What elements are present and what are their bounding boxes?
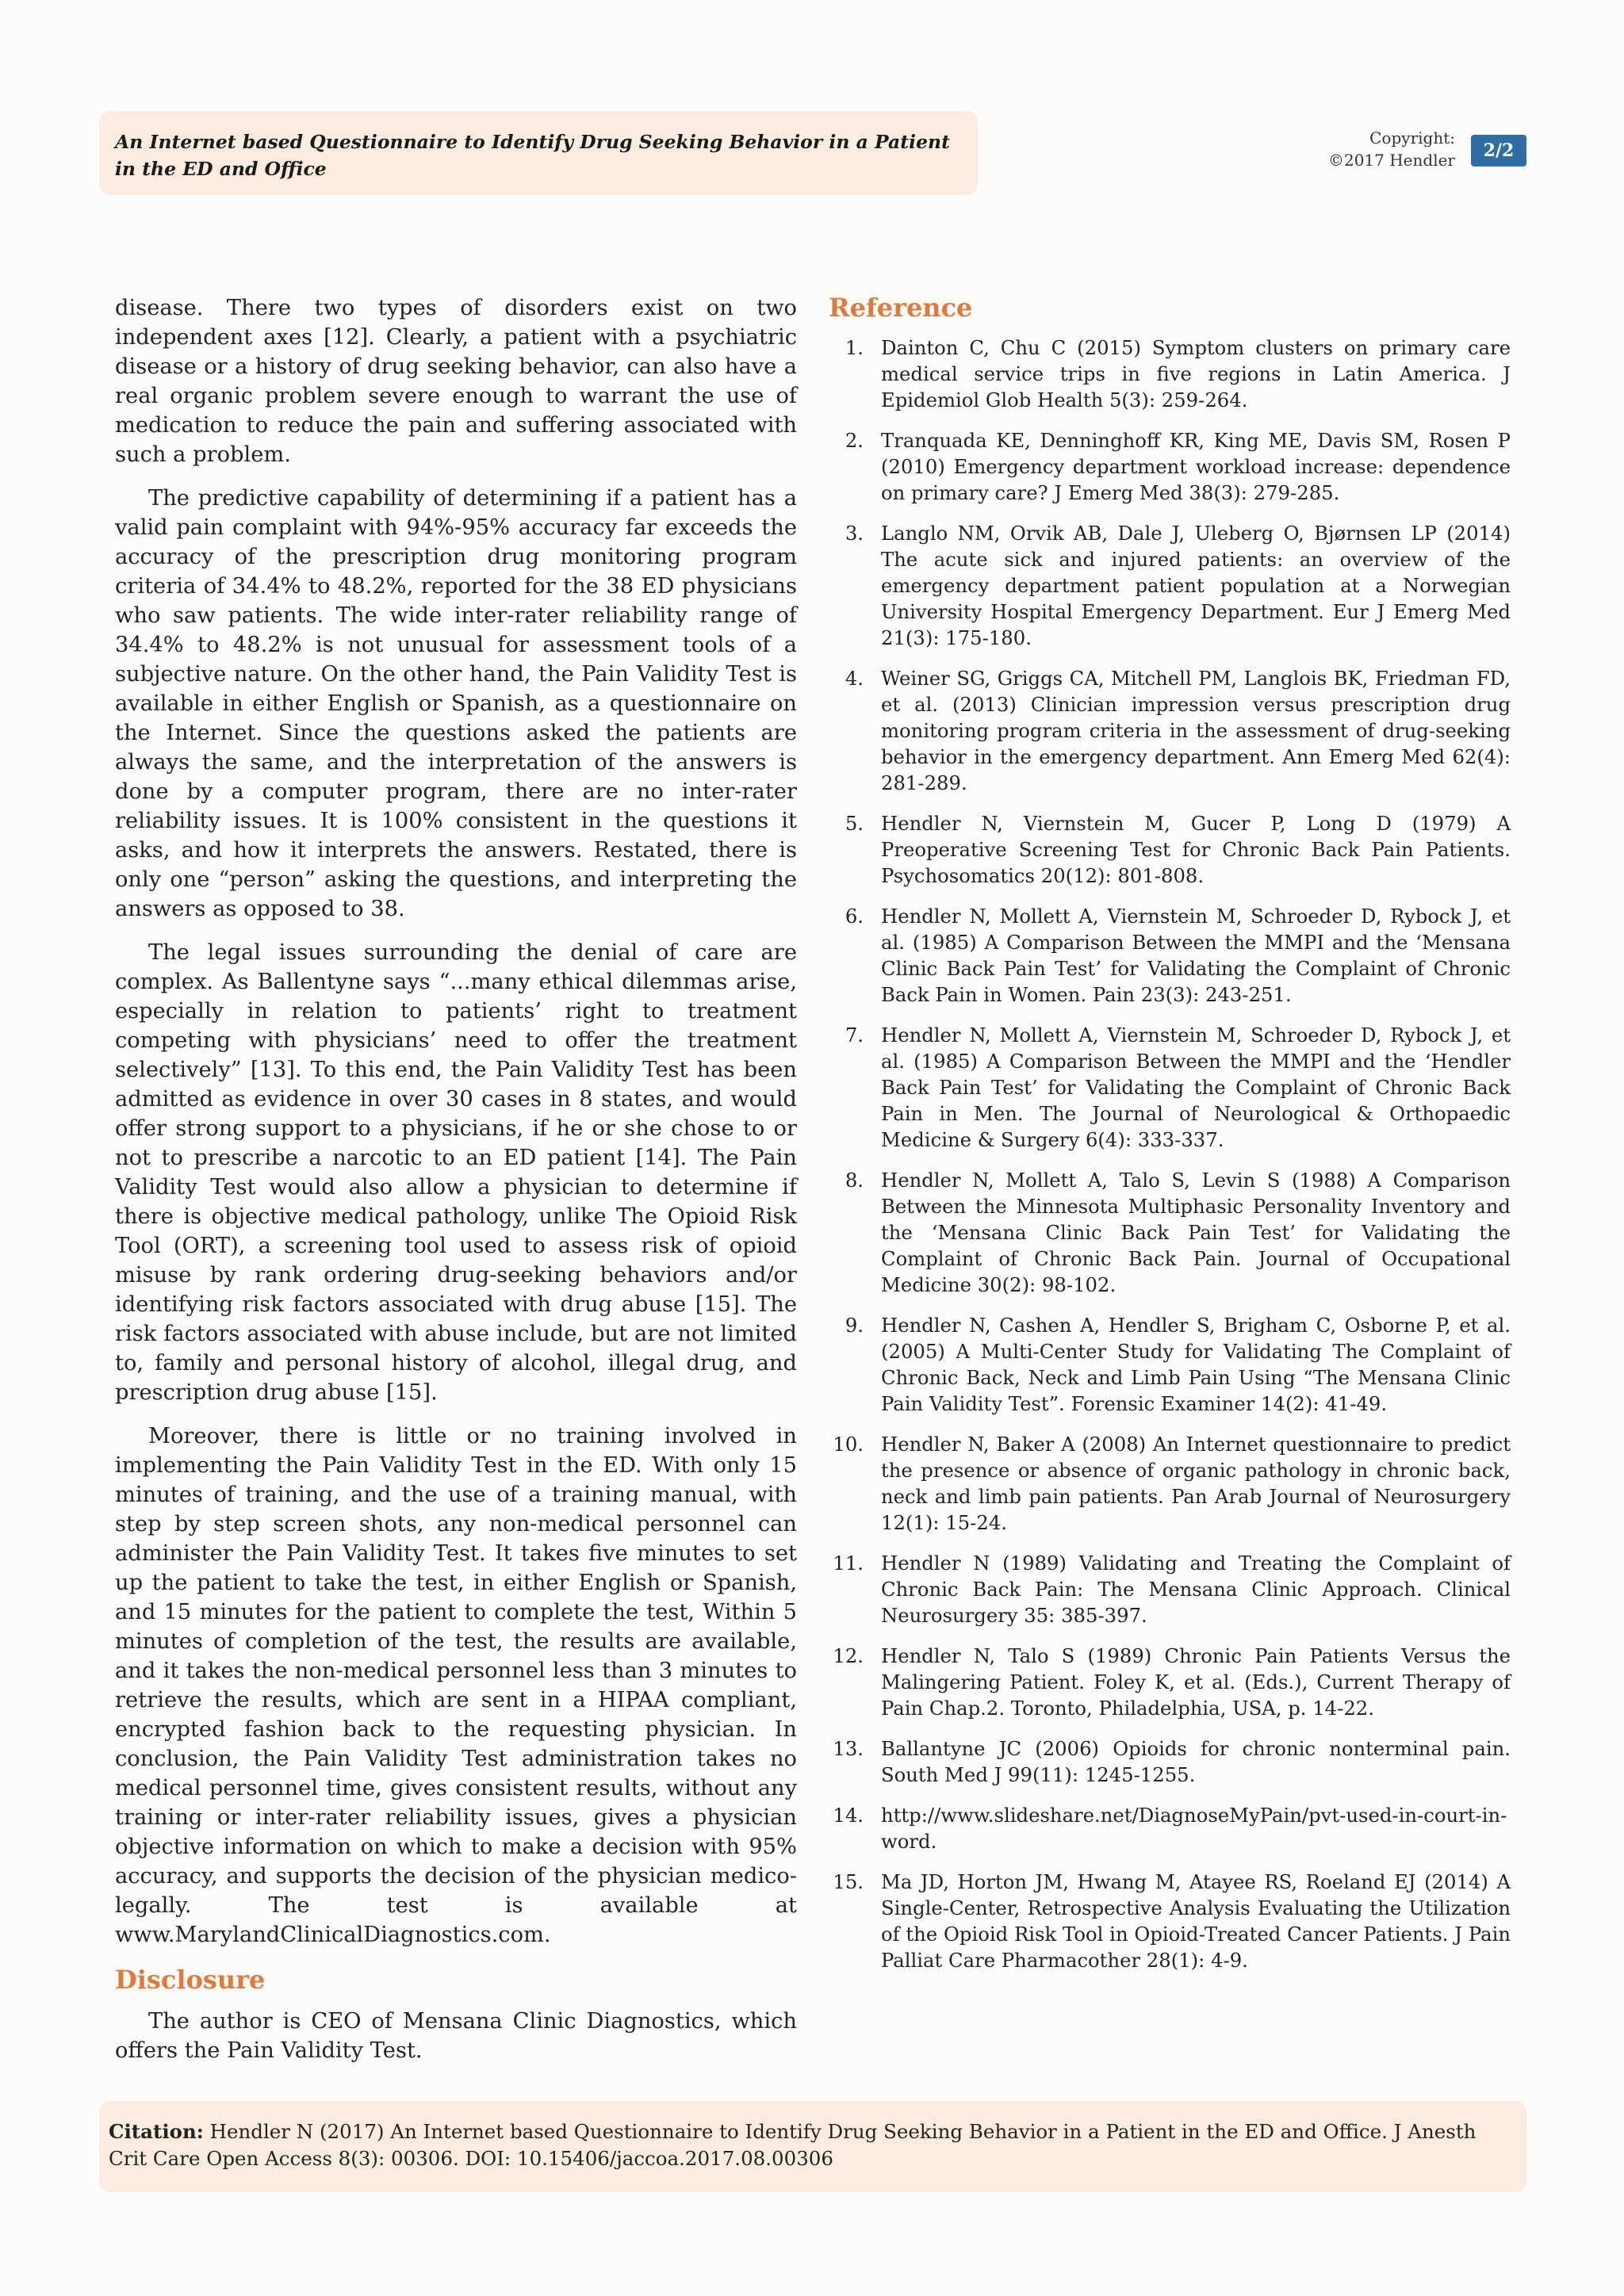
- reference-text: Ma JD, Horton JM, Hwang M, Atayee RS, Roeland EJ (2014) A Single-Center, Retrospective Analysis Evaluating the Utilization of the Opioid Risk Tool in Opioid-Treated Cancer Patients. J Pain Palliat Care Pharmacother 28(1): 4-9.: [881, 1870, 1511, 1972]
- disclosure-text: The author is CEO of Mensana Clinic Diagnostics, which offers the Pain Validity Test.: [115, 2009, 797, 2063]
- citation-text: Hendler N (2017) An Internet based Questionnaire to Identify Drug Seeking Behavior in a Patient in the ED and Office. J Anesth Crit Care Open Access 8(3): 00306. DOI: 10.15406/jaccoa.2017.08.00306: [109, 2120, 1477, 2170]
- reference-text: Dainton C, Chu C (2015) Symptom clusters on primary care medical service trips in five regions in Latin America. J Epidemiol Glob Health 5(3): 259-264.: [881, 336, 1511, 411]
- citation-label: Citation:: [109, 2120, 204, 2143]
- reference-item: [829, 665, 1511, 796]
- copyright-notice: [1269, 127, 1455, 171]
- body-paragraph: Moreover, there is little or no training involved in implementing the Pain Validity Test in the ED. With only 15 minutes of training, and the use of a training manual, with step by step screen shots, any non-medical personnel can administer the Pain Validity Test. It takes five minutes to set up the patient to take the test, in either English or Spanish, and 15 minutes for the patient to complete the test, Within 5 minutes of completion of the test, the results are available, and it takes the non-medical personnel less than 3 minutes to retrieve the results, which are sent in a HIPAA compliant, encrypted fashion back to the requesting physician. In conclusion, the Pain Validity Test administration takes no medical personnel time, gives consistent results, without any training or inter-rater reliability issues, gives a physician objective information on which to make a decision with 95% accuracy, and supports the decision of the physician medico-legally. The test is available at www.MarylandClinicalDiagnostics.com.: [115, 1424, 797, 1947]
- reference-text: Ballantyne JC (2006) Opioids for chronic nonterminal pain. South Med J 99(11): 1245-1255.: [881, 1737, 1511, 1786]
- reference-text: Hendler N, Cashen A, Hendler S, Brigham C, Osborne P, et al. (2005) A Multi-Center Study for Validating The Complaint of Chronic Back, Neck and Limb Pain Using “The Mensana Clinic Pain Validity Test”. Forensic Examiner 14(2): 41-49.: [881, 1314, 1511, 1415]
- reference-item: [829, 1802, 1511, 1854]
- reference-text: http://www.slideshare.net/DiagnoseMyPain/pvt-used-in-court-in-word.: [881, 1804, 1507, 1853]
- reference-text: Hendler N, Mollett A, Viernstein M, Schroeder D, Rybock J, et al. (1985) A Comparison Between the MMPI and the ‘Hendler Back Pain Test’ for Validating the Complaint of Chronic Back Pain in Men. The Journal of Neurological & Orthopaedic Medicine & Surgery 6(4): 333-337.: [881, 1024, 1511, 1151]
- reference-number: 5.: [845, 812, 864, 835]
- reference-number: 14.: [833, 1804, 864, 1827]
- page-number-badge: 2/2: [1471, 135, 1526, 166]
- reference-number: 10.: [833, 1433, 864, 1456]
- body-paragraph: The legal issues surrounding the denial of care are complex. As Ballentyne says “...many ethical dilemmas arise, especially in relation to patients’ right to treatment competing with physicians’ need to offer the treatment selectively” [13]. To this end, the Pain Validity Test has been admitted as evidence in over 30 cases in 8 states, and would offer strong support to a physicians, if he or she chose to or not to prescribe a narcotic to an ED patient [14]. The Pain Validity Test would also allow a physician to determine if there is objective medical pathology, unlike The Opioid Risk Tool (ORT), a screening tool used to assess risk of opioid misuse by rank ordering drug-seeking behaviors and/or identifying risk factors associated with drug abuse [15]. The risk factors associated with abuse include, but are not limited to, family and personal history of alcohol, illegal drug, and prescription drug abuse [15].: [115, 940, 797, 1405]
- reference-item: [829, 1869, 1511, 1973]
- reference-item: [829, 1550, 1511, 1628]
- body-paragraph: The predictive capability of determining if a patient has a valid pain complaint with 94%-95% accuracy far exceeds the accuracy of the prescription drug monitoring program criteria of 34.4% to 48.2%, reported for the 38 ED physicians who saw patients. The wide inter-rater reliability range of 34.4% to 48.2% is not unusual for assessment tools of a subjective nature. On the other hand, the Pain Validity Test is available in either English or Spanish, as a questionnaire on the Internet. Since the questions asked the patients are always the same, and the interpretation of the answers is done by a computer program, there are no inter-rater reliability issues. It is 100% consistent in the questions it asks, and how it interprets the answers. Restated, there is only one “person” asking the questions, and interpreting the answers as opposed to 38.: [115, 486, 797, 921]
- citation-box: [99, 2101, 1526, 2192]
- reference-number: 6.: [845, 905, 864, 928]
- disclosure-heading: Disclosure: [115, 1965, 266, 1995]
- reference-number: 15.: [833, 1870, 864, 1893]
- reference-item: [829, 335, 1511, 413]
- article-running-title: An Internet based Questionnaire to Identify Drug Seeking Behavior in a Patient in the ED and Office: [115, 131, 950, 180]
- reference-text: Hendler N, Mollett A, Talo S, Levin S (1988) A Comparison Between the Minnesota Multiphasic Personality Inventory and the ‘Mensana Clinic Back Pain Test’ for Validating the Complaint of Chronic Back Pain. Journal of Occupational Medicine 30(2): 98-102.: [881, 1169, 1511, 1296]
- reference-number: 9.: [845, 1314, 864, 1337]
- reference-number: 1.: [845, 336, 864, 359]
- reference-item: [829, 810, 1511, 889]
- reference-item: [829, 1167, 1511, 1298]
- copyright-label: Copyright:: [1369, 128, 1455, 147]
- copyright-holder: ©2017 Hendler: [1327, 151, 1455, 170]
- reference-list: [829, 335, 1511, 1973]
- reference-item: [829, 903, 1511, 1008]
- reference-number: 7.: [845, 1024, 864, 1047]
- reference-item: [829, 1022, 1511, 1153]
- references-column: [829, 292, 1511, 1988]
- reference-heading: Reference: [829, 293, 973, 323]
- reference-item: [829, 1431, 1511, 1536]
- reference-item: [829, 1312, 1511, 1417]
- reference-number: 12.: [833, 1644, 864, 1667]
- reference-number: 11.: [833, 1552, 864, 1575]
- body-column: [115, 293, 797, 2080]
- reference-text: Hendler N, Viernstein M, Gucer P, Long D (1979) A Preoperative Screening Test for Chronic Back Pain Patients. Psychosomatics 20(12): 801-808.: [881, 812, 1511, 887]
- reference-number: 2.: [845, 429, 864, 452]
- reference-item: [829, 427, 1511, 506]
- reference-number: 4.: [845, 667, 864, 690]
- reference-text: Hendler N, Talo S (1989) Chronic Pain Patients Versus the Malingering Patient. Foley K, et al. (Eds.), Current Therapy of Pain Chap.2. Toronto, Philadelphia, USA, p. 14-22.: [881, 1644, 1511, 1720]
- body-paragraph: disease. There two types of disorders exist on two independent axes [12]. Clearly, a patient with a psychiatric disease or a history of drug seeking behavior, can also have a real organic problem severe enough to warrant the use of medication to reduce the pain and suffering associated with such a problem.: [115, 296, 797, 467]
- reference-text: Langlo NM, Orvik AB, Dale J, Uleberg O, Bjørnsen LP (2014) The acute sick and injured patients: an overview of the emergency department patient population at a Norwegian University Hospital Emergency Department. Eur J Emerg Med 21(3): 175-180.: [881, 522, 1511, 649]
- reference-number: 3.: [845, 522, 864, 545]
- reference-item: [829, 520, 1511, 651]
- reference-text: Tranquada KE, Denninghoff KR, King ME, Davis SM, Rosen P (2010) Emergency department workload increase: dependence on primary care? J Emerg Med 38(3): 279-285.: [881, 429, 1511, 504]
- reference-number: 13.: [833, 1737, 864, 1760]
- reference-item: [829, 1643, 1511, 1721]
- reference-text: Weiner SG, Griggs CA, Mitchell PM, Langlois BK, Friedman FD, et al. (2013) Clinician impression versus prescription drug monitoring program criteria in the assessment of drug-seeking behavior in the emergency department. Ann Emerg Med 62(4): 281-289.: [881, 667, 1511, 794]
- reference-text: Hendler N, Mollett A, Viernstein M, Schroeder D, Rybock J, et al. (1985) A Comparison Between the MMPI and the ‘Mensana Clinic Back Pain Test’ for Validating the Complaint of Chronic Back Pain in Women. Pain 23(3): 243-251.: [881, 905, 1511, 1006]
- header-banner: [99, 111, 978, 195]
- reference-text: Hendler N, Baker A (2008) An Internet questionnaire to predict the presence or absence of organic pathology in chronic back, neck and limb pain patients. Pan Arab Journal of Neurosurgery 12(1): 15-24.: [881, 1433, 1511, 1534]
- reference-number: 8.: [845, 1169, 864, 1192]
- reference-item: [829, 1735, 1511, 1788]
- reference-text: Hendler N (1989) Validating and Treating the Complaint of Chronic Back Pain: The Mensana Clinic Approach. Clinical Neurosurgery 35: 385-397.: [881, 1552, 1511, 1627]
